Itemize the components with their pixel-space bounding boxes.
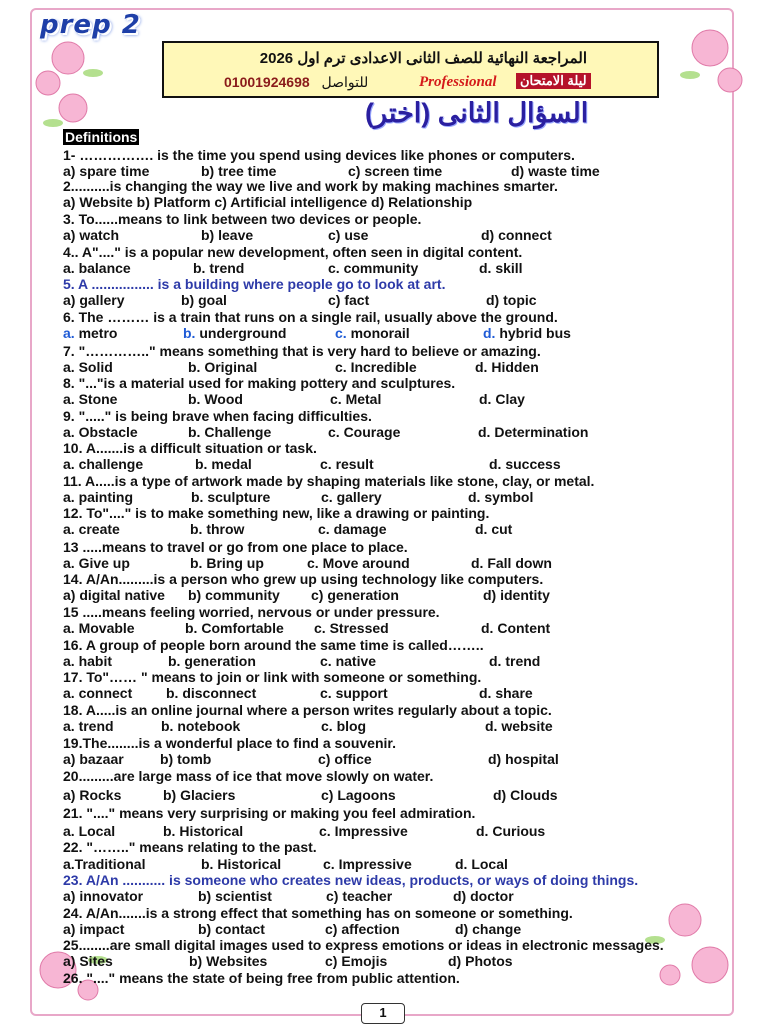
answer-option[interactable]: c. native [320,653,377,669]
question-text: 3. To......means to link between two devices or people. [63,211,422,227]
question-text: 21. "...." means very surprising or making you feel admiration. [63,805,476,821]
option-letter: b. [183,325,196,341]
answer-option[interactable]: b. disconnect [166,685,257,701]
question-text: 20.........are large mass of ice that move slowly on water. [63,768,434,784]
answer-option[interactable]: c) fact [328,292,370,308]
answer-option[interactable]: c. Incredible [335,359,417,375]
answer-option[interactable]: a.Traditional [63,856,146,872]
answer-option[interactable]: a. trend [63,718,114,734]
answer-option[interactable]: d. skill [479,260,523,276]
header-contact [224,74,368,91]
answer-option[interactable]: b. Comfortable [185,620,284,636]
answer-option[interactable]: b. underground [183,325,287,341]
question-text: 9. "....." is being brave when facing difficulties. [63,408,372,424]
question-text: 16. A group of people born around the same time is called…….. [63,637,484,653]
question-text: 25........are small digital images used to express emotions or ideas in electronic messages. [63,937,664,953]
answer-option[interactable]: c) Emojis [325,953,388,969]
question-text: 17. To"…… " means to join or link with someone or something. [63,669,482,685]
answer-option[interactable]: b. Original [188,359,258,375]
answer-option[interactable]: c. result [320,456,374,472]
answer-option[interactable]: a) digital native [63,587,165,603]
answer-option[interactable]: b. trend [193,260,245,276]
answer-option[interactable]: c. Courage [328,424,401,440]
answer-option[interactable]: b) leave [201,227,254,243]
answer-option[interactable]: d) waste time [511,163,600,179]
answer-option[interactable]: a. Give up [63,555,130,571]
answer-option[interactable]: a. Obstacle [63,424,138,440]
answer-option[interactable]: b) community [188,587,280,603]
answer-option[interactable]: b) goal [181,292,227,308]
option-letter: d. [483,325,496,341]
option-letter: c. [335,325,347,341]
answer-option[interactable]: b) Websites [189,953,268,969]
phone-number: 01001924698 [224,74,310,90]
answer-option[interactable]: d. Fall down [471,555,552,571]
question-text: 13 .....means to travel or go from one place to place. [63,539,408,555]
answer-option[interactable]: d. Clay [479,391,525,407]
answer-option[interactable]: d. share [479,685,533,701]
answer-option[interactable]: a) gallery [63,292,125,308]
answer-option[interactable]: c) use [328,227,369,243]
answer-option[interactable]: a. habit [63,653,113,669]
answer-option[interactable]: a) bazaar [63,751,124,767]
answer-option[interactable]: c. support [320,685,388,701]
answer-option[interactable]: d. success [489,456,561,472]
question-text: 15 .....means feeling worried, nervous or under pressure. [63,604,440,620]
answer-option[interactable]: a. challenge [63,456,144,472]
answer-option[interactable]: a) Rocks [63,787,122,803]
answer-option[interactable]: d. Curious [476,823,546,839]
question-text: 12. To"...." is to make something new, like a drawing or painting. [63,505,490,521]
answer-option[interactable]: b) tree time [201,163,277,179]
answer-option[interactable]: b. medal [195,456,252,472]
question-text: 26. "...." means the state of being free from public attention. [63,970,460,986]
answer-option[interactable]: d) identity [483,587,550,603]
header-title: المراجعة النهائية للصف الثانى الاعدادى ترم اول 2026 [259,50,587,67]
answer-option[interactable]: b. Bring up [190,555,264,571]
answer-option[interactable]: d) Clouds [493,787,558,803]
answer-option[interactable]: a) watch [63,227,120,243]
answer-option[interactable]: a. Local [63,823,116,839]
answer-option[interactable]: a) spare time [63,163,150,179]
question-text: 2..........is changing the way we live and work by making machines smarter. [63,178,558,194]
answer-option[interactable]: b) contact [198,921,265,937]
answer-option[interactable]: b) tomb [160,751,212,767]
answer-option[interactable]: a. balance [63,260,131,276]
answer-option[interactable]: b. generation [168,653,256,669]
answer-option[interactable]: c. damage [318,521,387,537]
answer-option[interactable]: d) topic [486,292,537,308]
answer-option[interactable]: d) Photos [448,953,513,969]
question-text: 14. A/An.........is a person who grew up using technology like computers. [63,571,544,587]
question-title: السؤال الثانى (اختر) [365,98,589,128]
option-letter: a. [63,325,75,341]
answer-option[interactable]: c. Metal [330,391,382,407]
question-text: 11. A.....is a type of artwork made by shaping materials like stone, clay, or metal. [63,473,595,489]
answer-option[interactable]: c. blog [321,718,367,734]
brand-logo: prep 2 [40,10,141,40]
answer-option[interactable]: a. Solid [63,359,113,375]
answer-option[interactable]: c. monorail [335,325,410,341]
question-text: 7. "………….." means something that is very hard to believe or amazing. [63,343,541,359]
question-text: 24. A/An.......is a strong effect that something has on someone or something. [63,905,573,921]
question-text: 5. A ................ is a building where people go to look at art. [63,276,446,292]
answer-option[interactable]: c) office [318,751,372,767]
answer-option[interactable]: c. gallery [321,489,382,505]
question-text: 1- ……………. is the time you spend using devices like phones or computers. [63,147,575,163]
question-text: 4.. A"...." is a popular new development, often seen in digital content. [63,244,523,260]
answer-option[interactable]: c. Impressive [323,856,412,872]
answer-option[interactable]: d. trend [489,653,541,669]
contact-label: للتواصل [321,74,369,90]
professional-label: Professional [419,74,497,90]
answer-option[interactable]: b. Historical [163,823,244,839]
answer-option[interactable]: b. Historical [201,856,282,872]
answer-option[interactable]: a) Sites [63,953,113,969]
answer-option[interactable]: d. symbol [468,489,534,505]
question-text: 10. A.......is a difficult situation or task. [63,440,317,456]
answer-option[interactable]: a) innovator [63,888,144,904]
answer-option[interactable]: b) scientist [198,888,272,904]
answer-option[interactable]: d) connect [481,227,552,243]
flower-decoration-icon [650,20,760,130]
answer-option[interactable]: c) affection [325,921,400,937]
exam-night-badge: ليلة الامتحان [516,73,591,89]
question-text: 18. A.....is an online journal where a person writes regularly about a topic. [63,702,552,718]
section-label: Definitions [65,129,138,145]
answer-option[interactable]: d. hybrid bus [483,325,571,341]
answer-option[interactable]: d) change [455,921,522,937]
answer-option[interactable]: a) impact [63,921,125,937]
answer-option[interactable]: c. Impressive [319,823,408,839]
answer-option[interactable]: c) screen time [348,163,443,179]
question-text: 22. "…….." means relating to the past. [63,839,317,855]
question-text: 6. The ……… is a train that runs on a single rail, usually above the ground. [63,309,558,325]
answer-option[interactable]: d. cut [475,521,513,537]
answer-option[interactable]: d. Local [455,856,508,872]
answer-option[interactable]: a. Stone [63,391,118,407]
question-text: 19.The........is a wonderful place to find a souvenir. [63,735,396,751]
answer-option[interactable]: c) Lagoons [321,787,396,803]
answer-option[interactable]: b) Glaciers [163,787,236,803]
question-text: 23. A/An ........... is someone who creates new ideas, products, or ways of doing things. [63,872,639,888]
question-text: 8. "..."is a material used for making pottery and sculptures. [63,375,456,391]
answer-option[interactable]: c) generation [311,587,399,603]
answer-option[interactable]: a. connect [63,685,133,701]
answer-option[interactable]: b. Wood [188,391,243,407]
answer-option[interactable]: d. website [485,718,553,734]
answer-options: a) Website b) Platform c) Artificial intelligence d) Relationship [63,194,473,210]
answer-option[interactable]: d) hospital [488,751,559,767]
answer-option[interactable]: d) doctor [453,888,514,904]
answer-option[interactable]: a. painting [63,489,133,505]
answer-option[interactable]: c) teacher [326,888,393,904]
flower-decoration-icon [28,28,138,138]
answer-option[interactable]: b. Challenge [188,424,272,440]
answer-option[interactable]: b. throw [190,521,245,537]
page-number: 1 [361,1003,405,1024]
answer-option[interactable]: d. Hidden [475,359,539,375]
answer-option[interactable]: d. Determination [478,424,589,440]
answer-option[interactable]: a. metro [63,325,118,341]
answer-option[interactable]: c. Move around [307,555,410,571]
answer-option[interactable]: d. Content [481,620,551,636]
answer-option[interactable]: c. community [328,260,419,276]
answer-option[interactable]: b. sculpture [191,489,271,505]
answer-option[interactable]: c. Stressed [314,620,389,636]
answer-option[interactable]: a. Movable [63,620,135,636]
answer-option[interactable]: b. notebook [161,718,241,734]
answer-option[interactable]: a. create [63,521,120,537]
header-box [162,41,659,98]
